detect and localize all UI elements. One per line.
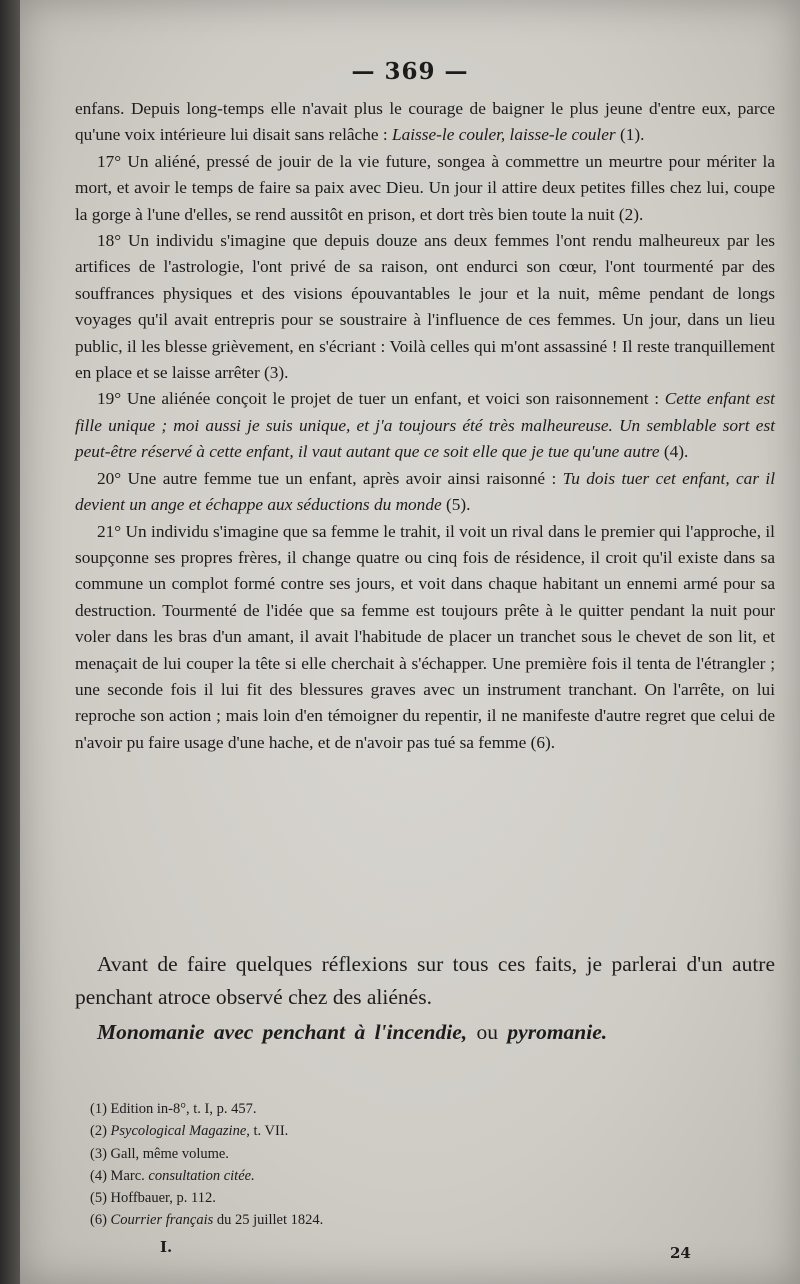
footnote-mark: (3): [90, 1145, 107, 1162]
footnote-text: Marc.: [106, 1167, 149, 1184]
footnote-5: [90, 1187, 590, 1209]
footnote-3: [90, 1143, 590, 1165]
footnote-text: Edition in-8°, t. I, p. 457.: [106, 1101, 257, 1117]
body-text: [75, 96, 775, 756]
footnote-mark: (5): [90, 1190, 107, 1207]
case-19: [75, 386, 775, 465]
footnote-6: [90, 1209, 590, 1231]
book-page: [20, 0, 800, 1284]
footnote-tail: t. VII.: [249, 1123, 289, 1140]
footnote-ref: (5).: [441, 495, 471, 515]
footnote-mark: (2): [90, 1123, 107, 1140]
footnote-text: Gall, même volume.: [106, 1145, 229, 1162]
italic-quote: Cette enfant est fille unique ; moi aussi je suis unique, et j'a toujours été très malheureuse. Un semblable sort est peut-être réservé à cette enfant, il vaut autant que ce soit elle que je tue qu'une autre: [75, 389, 775, 462]
signature-mark-left: I.: [160, 1238, 173, 1256]
footnote-italic: Psycological Magazine,: [110, 1123, 250, 1140]
footnotes: [90, 1098, 590, 1232]
conclusion-block: [75, 948, 775, 1049]
section-heading-part1: Monomanie avec penchant à l'incendie,: [97, 1020, 468, 1044]
footnote-ref: (1).: [615, 125, 645, 145]
footnote-text: Hoffbauer, p. 112.: [106, 1190, 216, 1207]
footnote-4: [90, 1165, 590, 1187]
section-heading-connector: ou: [467, 1020, 508, 1044]
page-number: — 369 —: [351, 58, 469, 85]
footnote-mark: (4): [90, 1167, 107, 1184]
section-heading-part2: pyromanie.: [507, 1020, 608, 1044]
footnote-tail: du 25 juillet 1824.: [213, 1212, 324, 1229]
text-segment: 19° Une aliénée conçoit le projet de tuer un enfant, et voici son raisonnement :: [97, 389, 665, 409]
conclusion-paragraph: Avant de faire quelques réflexions sur tous ces faits, je parlerai d'un autre penchant atroce observé chez des aliénés.: [75, 952, 775, 1009]
text-segment: 20° Une autre femme tue un enfant, après avoir ainsi raisonné :: [97, 468, 563, 488]
italic-quote: Laisse-le couler, laisse-le couler: [391, 125, 616, 145]
case-20: [75, 466, 775, 519]
text-segment: 21° Un individu s'imagine que sa femme le trahit, il voit un rival dans le premier qui l'approche, il soupçonne ses propres frères, il change quatre ou cinq fois de résidence, il croit qu'il existe dans sa commune un complot formé contre ses jours, et voit dans chaque habitant un ennemi armé pour sa destruction. Tourmenté de l'idée que sa femme est toujours prête à le quitter pendant la nuit pour voler dans les bras d'un amant, il avait l'habitude de placer un tranchet sous le chevet de son lit, et menaçait de lui couper la tête si elle cherchait à s'échapper. Une première fois il tenta de l'étrangler ; une seconde fois il lui fit des blessures graves avec un instrument tranchant. On l'arrête, on lui reproche son action ; mais loin d'en témoigner du repentir, il ne manifeste d'autre regret que celui de n'avoir pu faire usage d'une hache, et de n'avoir pas tué sa femme (6).: [75, 521, 775, 752]
case-21: [75, 519, 775, 757]
text-segment: 18° Un individu s'imagine que depuis douze ans deux femmes l'ont rendu malheureux par les artifices de l'astrologie, l'ont privé de sa raison, ont endurci son cœur, l'ont tourmenté par des souffrances physiques et des visions épouvantables le jour et la nuit, même pendant de longs voyages qu'il avait entrepris pour se soustraire à l'influence de ces femmes. Un jour, dans un lieu public, il les blesse grièvement, en s'écriant : Voilà celles qui m'ont assassiné ! Il reste tranquillement en place et se laisse arrêter (3).: [75, 231, 775, 383]
footnote-ref: (4).: [659, 442, 689, 462]
footnote-1: [90, 1098, 590, 1120]
footnote-italic: Courrier français: [110, 1212, 214, 1229]
italic-quote: Tu dois tuer cet enfant, car il devient un ange et échappe aux séductions du monde: [75, 468, 775, 515]
page-edge-shadow: [0, 0, 20, 1284]
paragraph-continuation: [75, 96, 775, 149]
footnote-italic: consultation citée.: [148, 1167, 255, 1184]
section-heading: [75, 1016, 775, 1049]
case-18: [75, 228, 775, 386]
signature-mark-right: 24: [670, 1244, 691, 1262]
text-segment: 17° Un aliéné, pressé de jouir de la vie future, songea à commettre un meurtre pour mériter la mort, et avoir le temps de faire sa paix avec Dieu. Un jour il attire deux petites filles chez lui, coupe la gorge à l'une d'elles, se rend aussitôt en prison, et dort très bien toute la nuit (2).: [75, 151, 775, 224]
footnote-mark: (1): [90, 1101, 107, 1117]
text-segment: enfans. Depuis long-temps elle n'avait plus le courage de baigner le plus jeune d'entre eux, parce qu'une voix intérieure lui disait sans relâche :: [75, 99, 775, 145]
footnote-mark: (6): [90, 1212, 107, 1229]
footnote-2: [90, 1120, 590, 1142]
case-17: [75, 149, 775, 228]
